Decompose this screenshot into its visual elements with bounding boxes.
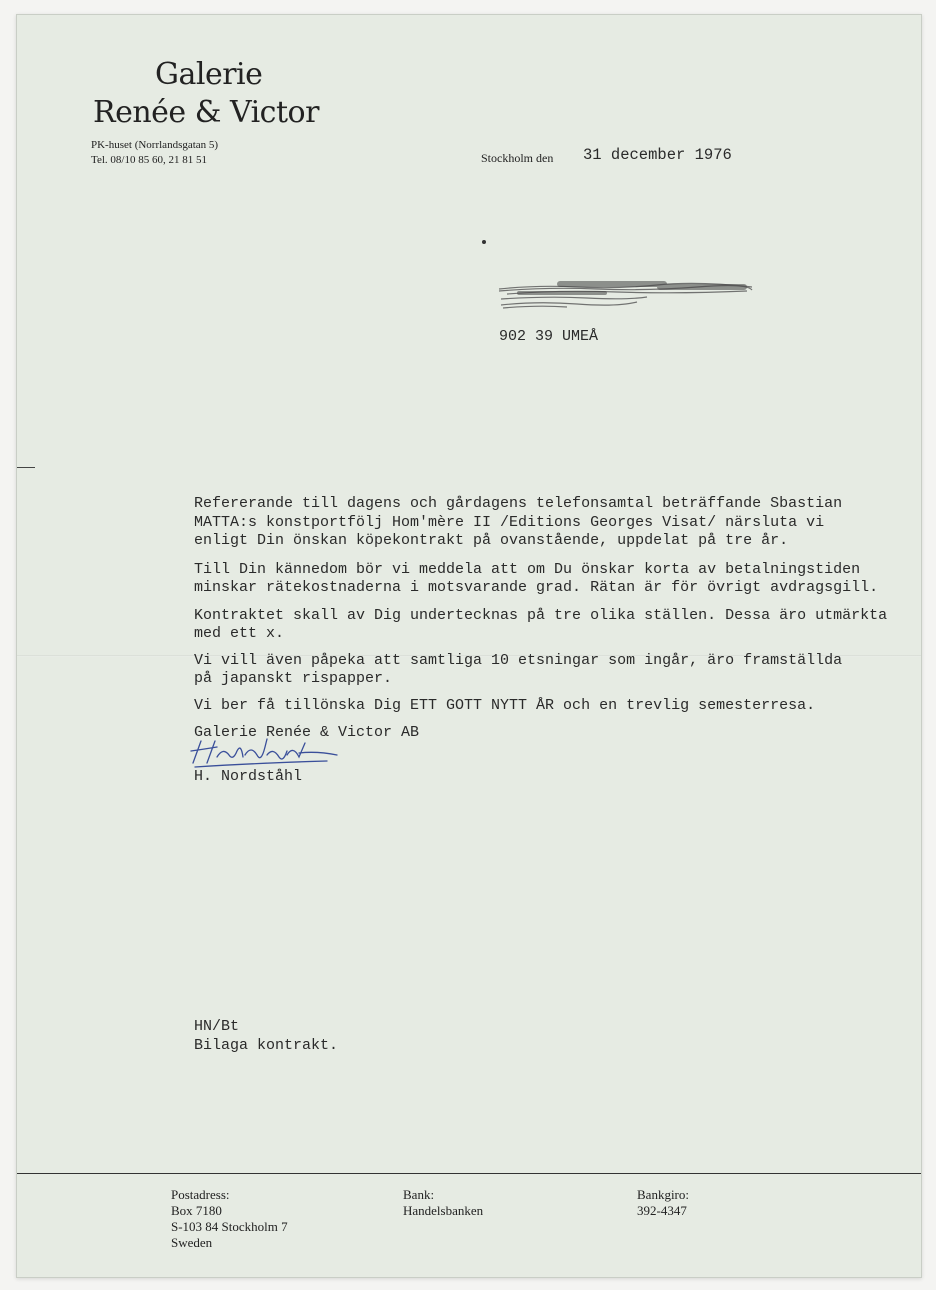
reference-initials: HN/Bt: [194, 1018, 240, 1035]
recipient-postal: 902 39 UMEÅ: [499, 328, 599, 345]
fold-mark: [17, 467, 35, 468]
footer-post-line1: Box 7180: [171, 1203, 222, 1218]
logo-galerie: Galerie: [155, 57, 263, 92]
letterhead-address: PK-huset (Norrlandsgatan 5): [91, 139, 219, 151]
letterhead-phone: Tel. 08/10 85 60, 21 81 51: [91, 154, 207, 166]
footer-post-line3: Sweden: [171, 1235, 213, 1250]
para5: Vi ber få tillönska Dig ETT GOTT NYTT ÅR och en trevlig semesterresa.: [194, 697, 816, 714]
para2-line2: minskar rätekostnaderna i motsvarande grad. Rätan är för övrigt avdragsgill.: [194, 579, 879, 596]
footer-giro-number: 392-4347: [637, 1203, 687, 1218]
para4-line2: på japanskt rispapper.: [194, 670, 393, 687]
date-label: Stockholm den: [481, 151, 554, 165]
para3-line2: med ett x.: [194, 625, 285, 642]
redacted-address: [497, 277, 757, 321]
bullet-dot: [482, 240, 486, 244]
handwritten-signature: [187, 733, 347, 773]
para3-line1: Kontraktet skall av Dig undertecknas på tre olika ställen. Dessa äro utmärkta: [194, 607, 888, 624]
para4-line1: Vi vill även påpeka att samtliga 10 etsningar som ingår, äro framställda: [194, 652, 843, 669]
para2-line1: Till Din kännedom bör vi meddela att om Du önskar korta av betalningstiden: [194, 561, 861, 578]
footer-bank-label: Bank:: [403, 1187, 435, 1202]
para1-line1: Refererande till dagens och gårdagens telefonsamtal beträffande Sbastian: [194, 495, 843, 512]
logo-renee-victor: Renée & Victor: [93, 95, 319, 130]
footer-post-label: Postadress:: [171, 1187, 230, 1202]
closing-company: Galerie Renée & Victor AB: [194, 724, 420, 741]
footer-bank-name: Handelsbanken: [403, 1203, 484, 1218]
para1-line2: MATTA:s konstportfölj Hom'mère II /Editions Georges Visat/ närsluta vi: [194, 514, 825, 531]
footer-giro-label: Bankgiro:: [637, 1187, 689, 1202]
enclosure-note: Bilaga kontrakt.: [194, 1037, 339, 1054]
signer-name: H. Nordståhl: [194, 768, 303, 785]
para1-line3: enligt Din önskan köpekontrakt på ovanstående, uppdelat på tre år.: [194, 532, 789, 549]
footer-divider: [17, 1173, 921, 1174]
footer-post-line2: S-103 84 Stockholm 7: [171, 1219, 288, 1234]
date-value: 31 december 1976: [583, 146, 732, 164]
letter-paper: [16, 14, 922, 1278]
